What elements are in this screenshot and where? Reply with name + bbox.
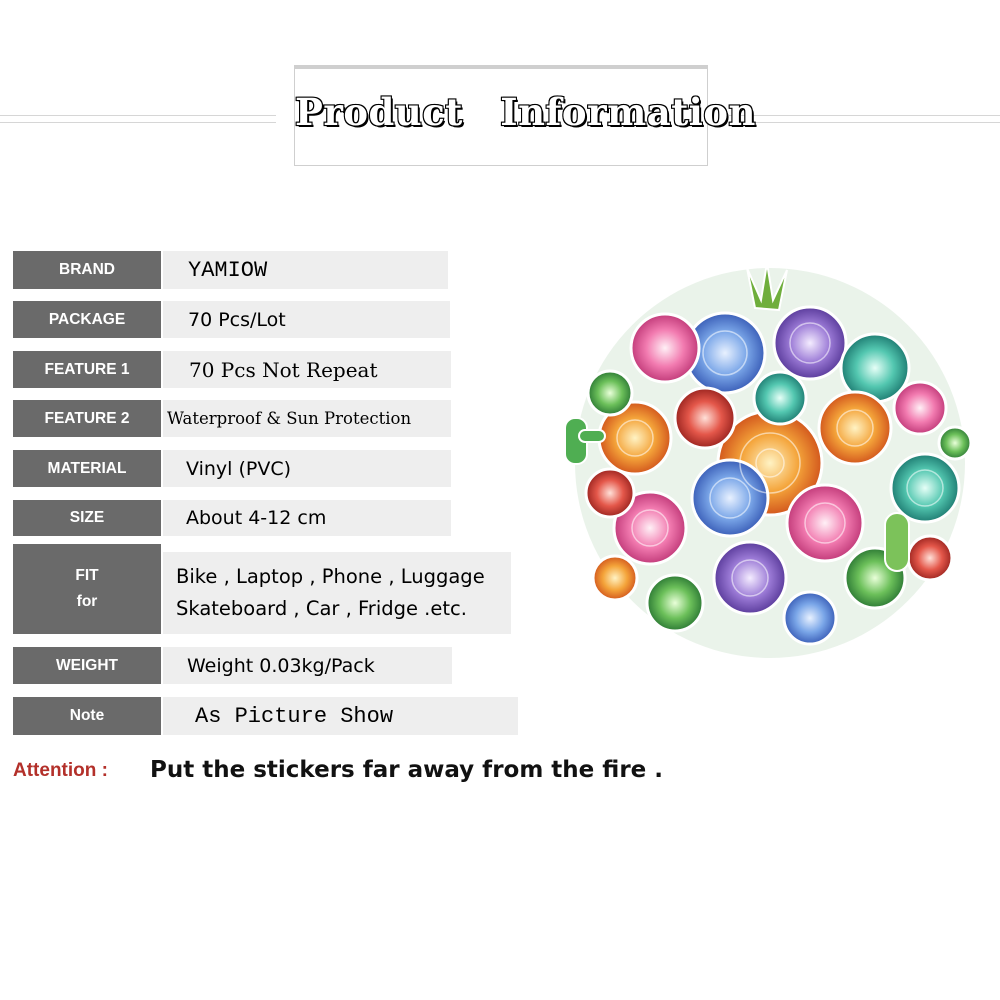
spec-label-fit bbox=[13, 544, 161, 634]
spec-label-fit-line-2: for bbox=[76, 593, 98, 610]
spec-label-brand: BRAND bbox=[13, 251, 161, 289]
spec-value-size: About 4-12 cm bbox=[163, 500, 451, 536]
spec-value-feature-1: 70 Pcs Not Repeat bbox=[163, 351, 451, 388]
spec-value-material: Vinyl (PVC) bbox=[163, 450, 451, 487]
spec-value-fit bbox=[163, 552, 511, 634]
page-title: Product Information bbox=[295, 90, 756, 134]
attention-text: Put the stickers far away from the fire . bbox=[150, 757, 664, 783]
spec-label-feature-1: FEATURE 1 bbox=[13, 351, 161, 388]
spec-label-size: SIZE bbox=[13, 500, 161, 536]
spec-value-package: 70 Pcs/Lot bbox=[163, 301, 450, 338]
spec-label-feature-2: FEATURE 2 bbox=[13, 400, 161, 437]
spec-label-material: MATERIAL bbox=[13, 450, 161, 487]
spec-value-weight: Weight 0.03kg/Pack bbox=[163, 647, 452, 684]
header-rule-left bbox=[0, 115, 276, 123]
title-box bbox=[294, 65, 756, 166]
spec-label-fit-line-1: FIT bbox=[75, 567, 99, 584]
sticker-collage-image bbox=[555, 258, 985, 668]
spec-value-feature-2: Waterproof & Sun Protection bbox=[163, 400, 451, 437]
spec-value-fit-line-2: Skateboard , Car , Fridge .etc. bbox=[176, 597, 467, 620]
spec-value-note: As Picture Show bbox=[163, 697, 518, 735]
spec-value-fit-line-1: Bike , Laptop , Phone , Luggage bbox=[176, 565, 485, 588]
attention-label: Attention : bbox=[13, 760, 108, 781]
header-rule-right bbox=[729, 115, 1000, 123]
spec-label-package: PACKAGE bbox=[13, 301, 161, 338]
spec-value-brand: YAMIOW bbox=[163, 251, 448, 289]
spec-label-weight: WEIGHT bbox=[13, 647, 161, 684]
spec-label-note: Note bbox=[13, 697, 161, 735]
